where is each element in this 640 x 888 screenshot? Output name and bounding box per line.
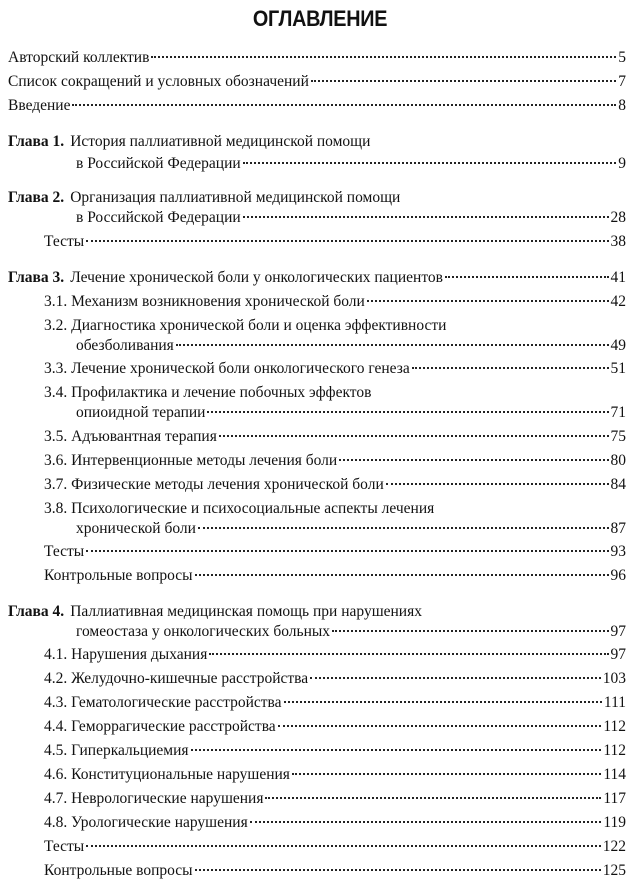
toc-entry-page: 38: [610, 233, 626, 250]
toc-entry-page: 7: [618, 73, 626, 90]
toc-entry[interactable]: [44, 667, 626, 691]
chapter-title-line1: История паллиативной медицинской помощи: [70, 133, 371, 150]
toc-entry-page: 9: [618, 155, 626, 172]
toc-entry-label: 3.4. Профилактика и лечение побочных эффектов: [44, 384, 372, 401]
leader-dots: [151, 56, 616, 58]
toc-title: ОГЛАВЛЕНИЕ: [252, 6, 388, 31]
chapter-number: Глава 1.: [8, 133, 65, 150]
toc-entry-page: 93: [610, 543, 626, 560]
toc-entry[interactable]: [44, 564, 626, 588]
leader-dots: [265, 797, 601, 799]
toc-entry-label: Контрольные вопросы: [44, 567, 193, 584]
toc-entry-page: 49: [610, 337, 626, 354]
toc-entry-label: 4.3. Гематологические расстройства: [44, 694, 282, 711]
toc-entry-page: 8: [618, 97, 626, 114]
toc-entry-page: 87: [610, 520, 626, 537]
toc-entry-label: 4.2. Желудочно-кишечные расстройства: [44, 670, 309, 687]
leader-dots: [445, 276, 609, 278]
leader-dots: [243, 162, 617, 164]
toc-entry-label: Тесты: [44, 233, 85, 250]
toc-entry[interactable]: [44, 643, 626, 667]
toc-entry[interactable]: [8, 70, 626, 94]
leader-dots: [219, 435, 609, 437]
toc-entry-label: опиоидной терапии: [76, 404, 206, 421]
toc-entry-label: 4.5. Гиперкальциемия: [44, 742, 189, 759]
toc-entry[interactable]: [8, 94, 626, 118]
toc-entry-label: 3.7. Физические методы лечения хронической боли: [44, 476, 384, 493]
toc-entry[interactable]: [44, 473, 626, 497]
toc-entry[interactable]: [44, 787, 626, 811]
leader-dots: [367, 300, 609, 302]
leader-dots: [243, 216, 609, 218]
toc-entry-page: 103: [602, 670, 626, 687]
toc-entry-page: 117: [603, 790, 626, 807]
toc-entry-page: 5: [618, 49, 626, 66]
toc-entry[interactable]: [44, 715, 626, 739]
toc-entry-label: Список сокращений и условных обозначений: [8, 73, 309, 90]
chapter-number: Глава 4.: [8, 603, 65, 620]
toc-entry-label: 3.1. Механизм возникновения хронической боли: [44, 293, 365, 310]
toc-entry[interactable]: [76, 517, 626, 541]
leader-dots: [209, 653, 608, 655]
toc-entry-label: обезболивания: [76, 337, 174, 354]
toc-entry-page: 51: [610, 360, 626, 377]
toc-entry-page: 41: [610, 269, 626, 286]
toc-entry-page: 119: [603, 814, 626, 831]
toc-entry-label: 4.1. Нарушения дыхания: [44, 646, 208, 663]
toc-entry-page: 97: [610, 623, 626, 640]
leader-dots: [412, 367, 609, 369]
toc-entry-page: 125: [602, 862, 626, 879]
leader-dots: [207, 411, 608, 413]
chapter-title-line1: Паллиативная медицинская помощь при нарушениях: [70, 603, 422, 620]
toc-entry-label: Тесты: [44, 543, 85, 560]
leader-dots: [86, 845, 601, 847]
leader-dots: [332, 630, 608, 632]
toc-entry[interactable]: [44, 739, 626, 763]
toc-entry-page: 112: [603, 718, 626, 735]
toc-entry[interactable]: [44, 357, 626, 381]
toc-entry-label: 3.8. Психологические и психосоциальные аспекты лечения: [44, 500, 435, 517]
leader-dots: [250, 821, 602, 823]
leader-dots: [86, 240, 608, 242]
toc-entry-page: 97: [610, 646, 626, 663]
toc-entry-page: 96: [610, 567, 626, 584]
chapter-title-line2: в Российской Федерации: [76, 155, 241, 172]
leader-dots: [311, 80, 616, 82]
leader-dots: [284, 701, 602, 703]
leader-dots: [292, 773, 601, 775]
toc-entry-page: 114: [603, 766, 626, 783]
toc-entry-page: 75: [610, 428, 626, 445]
toc-entry[interactable]: [44, 449, 626, 473]
toc-entry-label: 4.4. Геморрагические расстройства: [44, 718, 276, 735]
toc-entry-page: 80: [610, 452, 626, 469]
toc-entry-label: 4.7. Неврологические нарушения: [44, 790, 264, 807]
toc-entry-page: 71: [610, 404, 626, 421]
chapter-number: Глава 3.: [8, 269, 65, 286]
leader-dots: [191, 749, 602, 751]
toc-entry[interactable]: [76, 152, 626, 176]
chapter-title: Лечение хронической боли у онкологических пациентов: [70, 269, 443, 286]
chapter-title-line1: Организация паллиативной медицинской помощи: [70, 189, 401, 206]
leader-dots: [86, 550, 608, 552]
toc-entry[interactable]: [44, 540, 626, 564]
chapter-title-line2: в Российской Федерации: [76, 209, 241, 226]
leader-dots: [198, 527, 609, 529]
toc-entry-label: Введение: [8, 97, 71, 114]
toc-entry[interactable]: [44, 230, 626, 254]
toc-entry[interactable]: [44, 811, 626, 835]
toc-entry-label: 4.6. Конституциональные нарушения: [44, 766, 290, 783]
toc-entry[interactable]: [44, 290, 626, 314]
toc-entry[interactable]: [76, 401, 626, 425]
toc-entry[interactable]: [44, 691, 626, 715]
leader-dots: [310, 677, 601, 679]
chapter-number: Глава 2.: [8, 189, 65, 206]
leader-dots: [195, 869, 601, 871]
toc-entry[interactable]: [8, 46, 626, 70]
toc-entry[interactable]: [76, 620, 626, 644]
toc-entry[interactable]: [76, 334, 626, 358]
chapter-3-heading[interactable]: [8, 266, 626, 290]
toc-entry-label: Тесты: [44, 838, 85, 855]
toc-entry[interactable]: [44, 859, 626, 883]
toc-entry-page: 122: [602, 838, 626, 855]
toc-entry-label: 3.2. Диагностика хронической боли и оценка эффективности: [44, 317, 447, 334]
toc-entry-page: 84: [610, 476, 626, 493]
chapter-title-line2: гомеостаза у онкологических больных: [76, 623, 331, 640]
toc-entry-label: 3.6. Интервенционные методы лечения боли: [44, 452, 338, 469]
toc-entry[interactable]: [44, 835, 626, 859]
leader-dots: [176, 344, 609, 346]
toc-entry-label: Авторский коллектив: [8, 49, 150, 66]
toc-entry-label: Контрольные вопросы: [44, 862, 193, 879]
toc-entry[interactable]: [44, 425, 626, 449]
toc-entry-page: 112: [603, 742, 626, 759]
leader-dots: [72, 104, 616, 106]
leader-dots: [195, 574, 609, 576]
toc-entry[interactable]: [44, 763, 626, 787]
leader-dots: [386, 483, 609, 485]
toc-entry-page: 111: [603, 694, 626, 711]
toc-entry-label: 4.8. Урологические нарушения: [44, 814, 248, 831]
chapter-1-heading[interactable]: [8, 130, 626, 154]
toc-entry[interactable]: [76, 206, 626, 230]
toc-entry-label: хронической боли: [76, 520, 196, 537]
toc-entry-page: 28: [610, 209, 626, 226]
toc-entry-label: 3.5. Адъювантная терапия: [44, 428, 217, 445]
toc-entry-page: 42: [610, 293, 626, 310]
toc-entry-label: 3.3. Лечение хронической боли онкологического генеза: [44, 360, 410, 377]
leader-dots: [278, 725, 602, 727]
leader-dots: [339, 459, 608, 461]
